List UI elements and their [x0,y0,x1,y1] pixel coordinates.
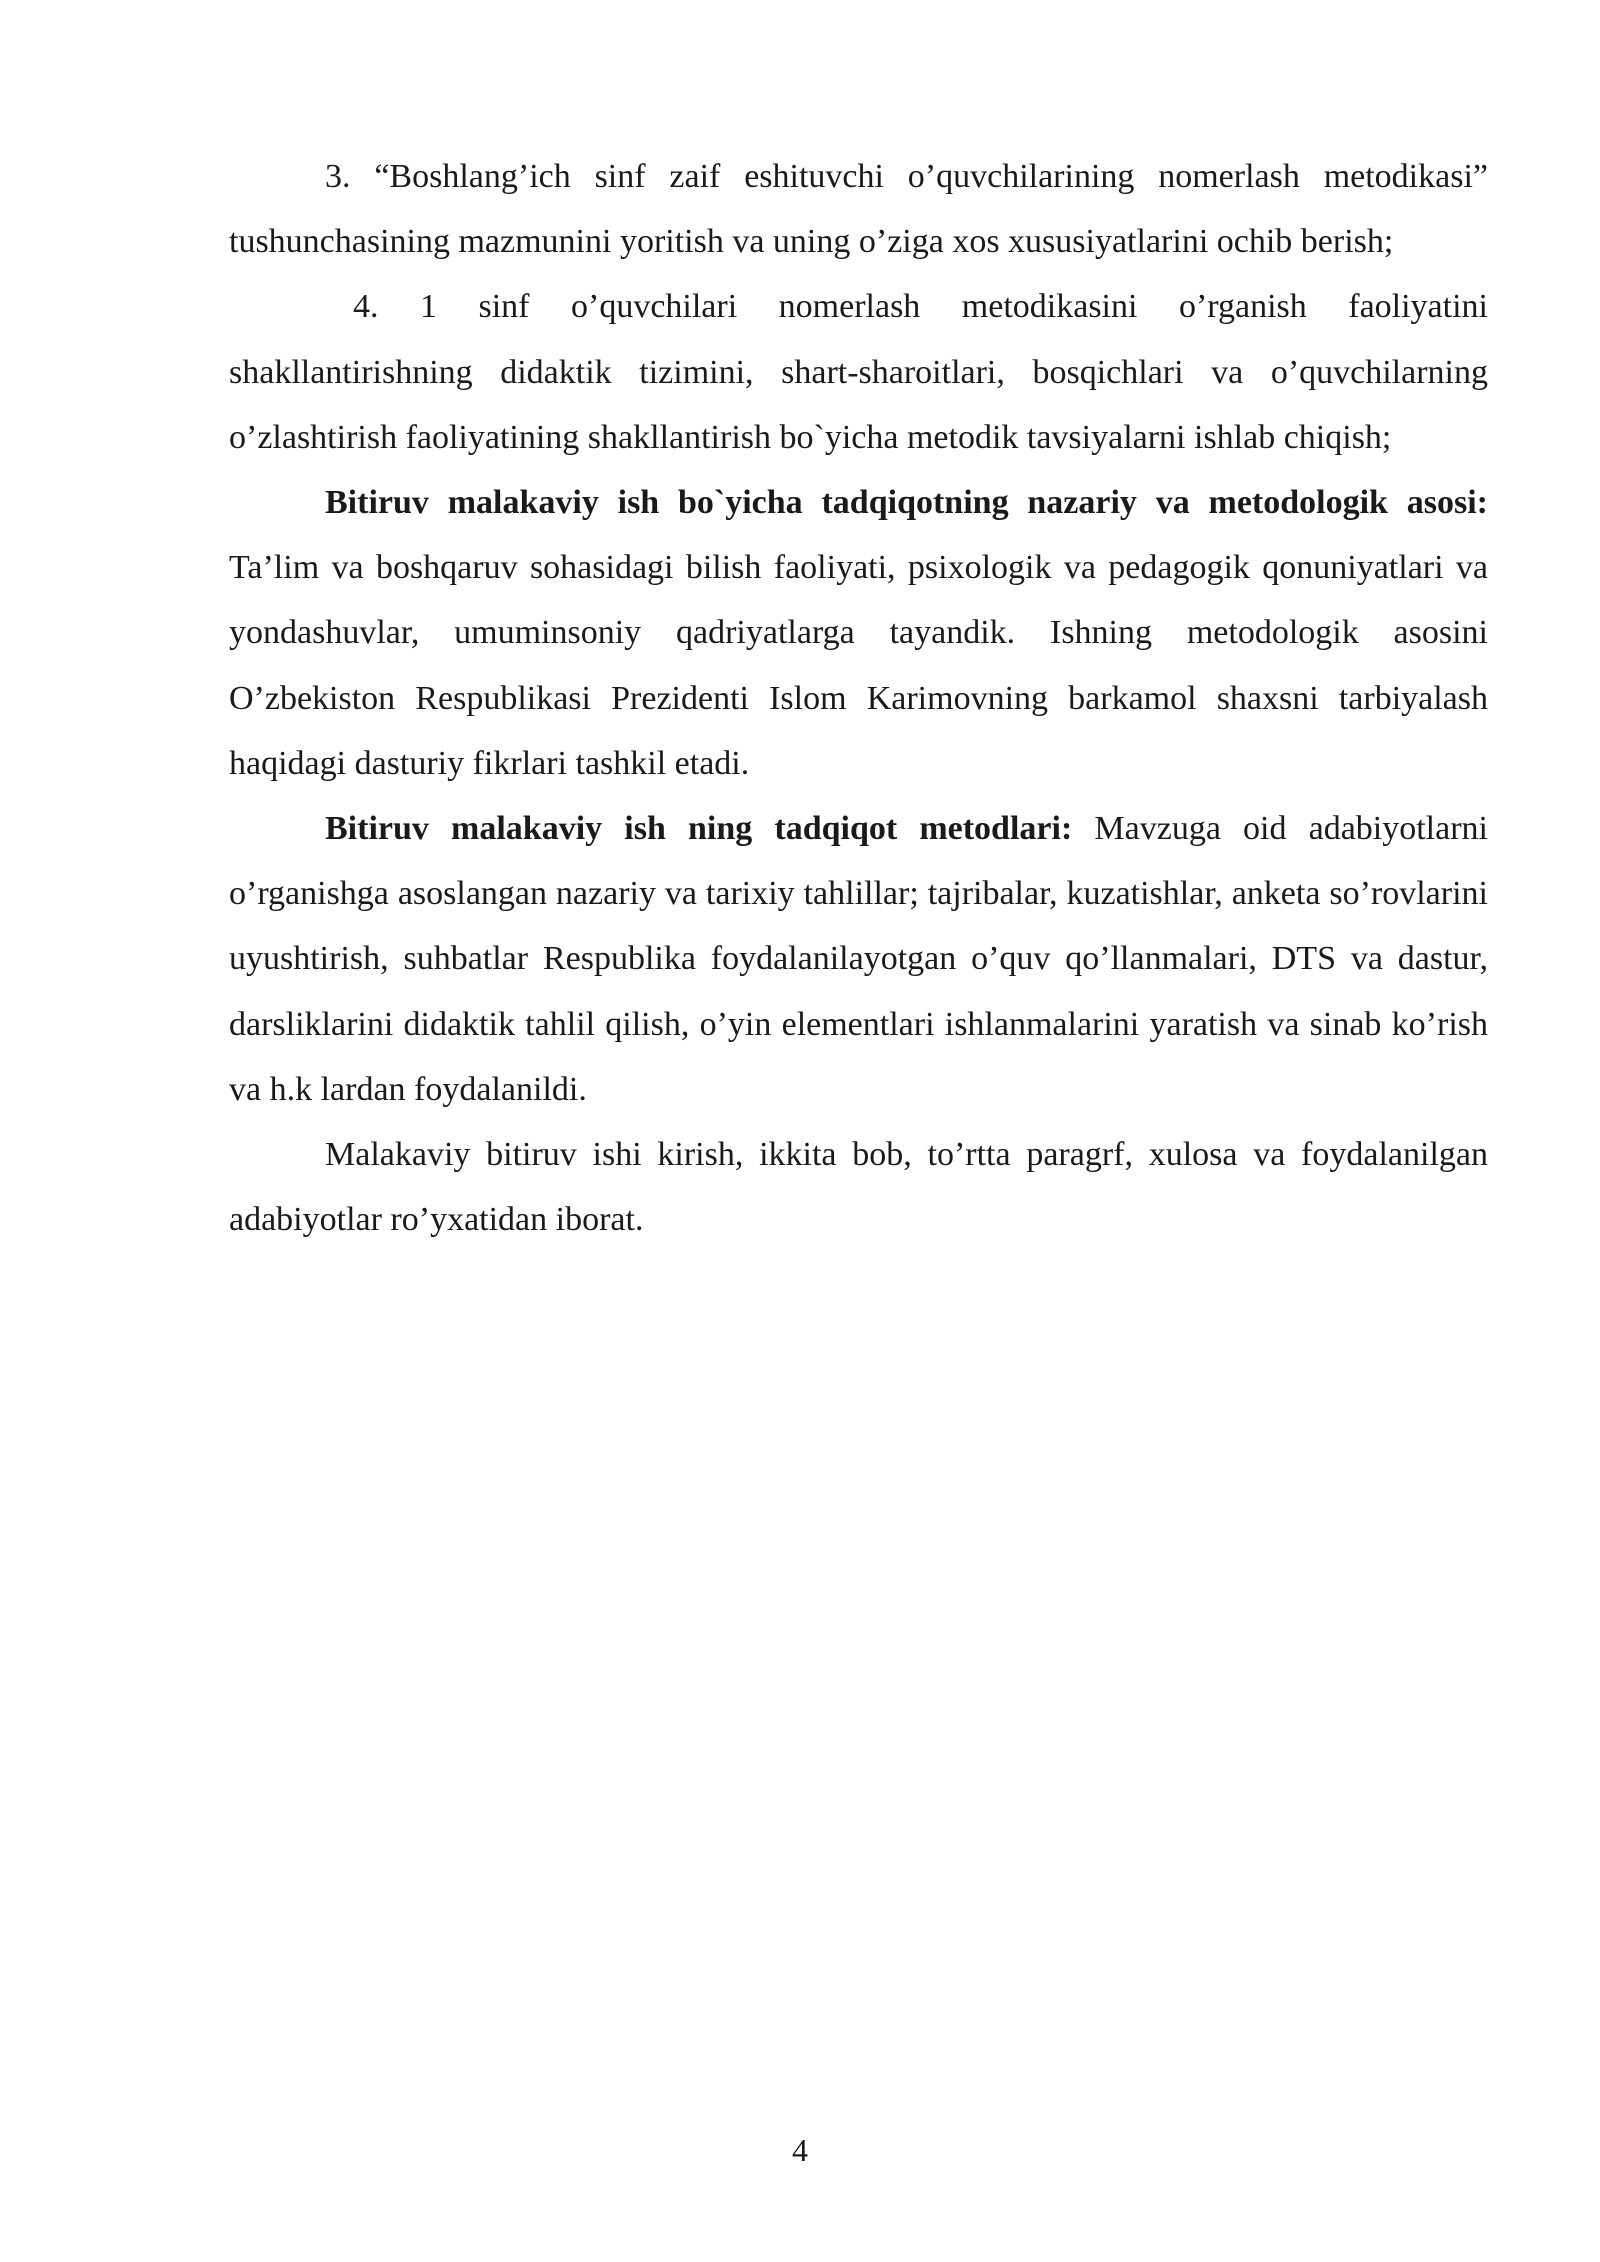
paragraph-item-4 [229,274,1488,470]
paragraph-text: Malakaviy bitiruv ishi kirish, ikkita bob, to’rtta paragrf, xulosa va foydalanilgan adabiyotlar ro’yxatidan iborat. [229,1136,1488,1239]
page-body [229,144,1488,1252]
paragraph-text: Mavzuga oid adabiyotlarni o’rganishga asoslangan nazariy va tarixiy tahlillar; tajribalar, kuzatishlar, anketa so’rovlarini uyushtirish, suhbatlar Respublika foydalanilayotgan o’quv qo’llanmalari, DTS va dastur, darsliklarini didaktik tahlil qilish, o’yin elementlari ishlanmalarini yaratish va sinab ko’rish va h.k lardan foydalanildi. [229,810,1488,1108]
paragraph-lead: Bitiruv malakaviy ish ning tadqiqot metodlari: [325,810,1073,848]
paragraph-item-3 [229,144,1488,274]
paragraph-methods [229,796,1488,1122]
paragraph-text: 3. “Boshlang’ich sinf zaif eshituvchi o’quvchilarining nomerlash metodikasi” tushunchasining mazmunini yoritish va uning o’ziga xos xususiyatlarini ochib berish; [229,158,1488,261]
paragraph-structure [229,1122,1488,1252]
paragraph-lead: Bitiruv malakaviy ish bo`yicha tadqiqotning nazariy va metodologik asosi: [325,484,1488,522]
paragraph-text: 4. 1 sinf o’quvchilari nomerlash metodikasini o’rganish faoliyatini shakllantirishning didaktik tizimini, shart-sharoitlari, bosqichlari va o’quvchilarning o’zlashtirish faoliyatining shakllantirish bo`yicha metodik tavsiyalarni ishlab chiqish; [229,288,1488,456]
paragraph-methodology [229,470,1488,796]
paragraph-text: Ta’lim va boshqaruv sohasidagi bilish faoliyati, psixologik va pedagogik qonuniyatlari va yondashuvlar, umuminsoniy qadriyatlarga tayandik. Ishning metodologik asosini O’zbekiston Respublikasi Prezidenti Islom Karimovning barkamol shaxsni tarbiyalash haqidagi dasturiy fikrlari tashkil etadi. [229,549,1488,782]
page-number: 4 [792,2132,808,2168]
